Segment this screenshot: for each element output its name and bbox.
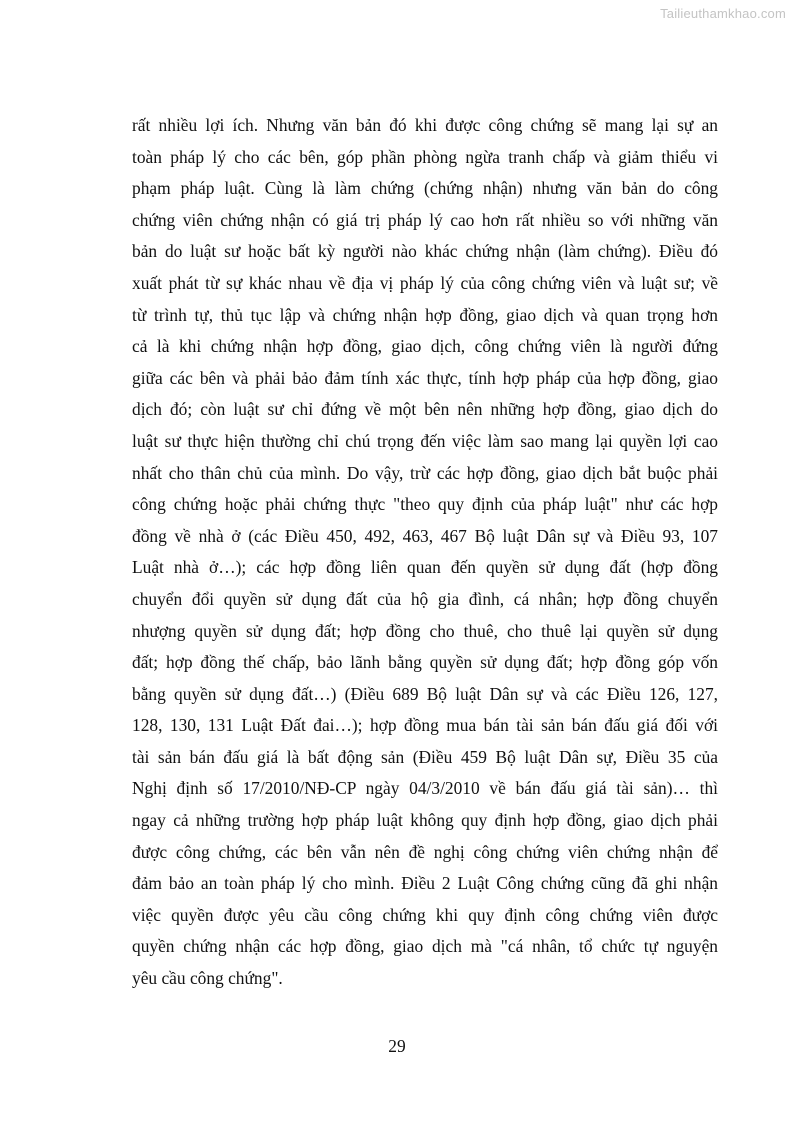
text-line: Nghị định số 17/2010/NĐ-CP ngày 04/3/2010 về bán đấu giá tài sản)… thì — [132, 778, 718, 799]
text-line: ngay cả những trường hợp pháp luật không quy định hợp đồng, giao dịch phải — [132, 810, 718, 831]
text-line: đất; hợp đồng thế chấp, bảo lãnh bằng quyền sử dụng đất; hợp đồng góp vốn — [132, 652, 718, 673]
text-line: được công chứng, các bên vẫn nên đề nghị công chứng viên chứng nhận để — [132, 841, 718, 862]
text-line: yêu cầu công chứng". — [132, 968, 283, 989]
text-line: bằng quyền sử dụng đất…) (Điều 689 Bộ luật Dân sự và các Điều 126, 127, — [132, 683, 718, 704]
text-line: Luật nhà ở…); các hợp đồng liên quan đến quyền sử dụng đất (hợp đồng — [132, 557, 718, 578]
text-line: bản do luật sư hoặc bất kỳ người nào khác chứng nhận (làm chứng). Điều đó — [132, 241, 718, 262]
text-line: phạm pháp luật. Cùng là làm chứng (chứng nhận) nhưng văn bản do công — [132, 178, 718, 199]
text-line: quyền chứng nhận các hợp đồng, giao dịch mà "cá nhân, tổ chức tự nguyện — [132, 936, 718, 957]
text-line: giữa các bên và phải bảo đảm tính xác thực, tính hợp pháp của hợp đồng, giao — [132, 367, 718, 388]
text-line: 128, 130, 131 Luật Đất đai…); hợp đồng mua bán tài sản bán đấu giá đối với — [132, 715, 718, 736]
text-line: toàn pháp lý cho các bên, góp phần phòng ngừa tranh chấp và giảm thiểu vi — [132, 146, 718, 167]
text-line: dịch đó; còn luật sư chỉ đứng về một bên nên những hợp đồng, giao dịch do — [132, 399, 718, 420]
text-line: đảm bảo an toàn pháp lý cho mình. Điều 2 Luật Công chứng cũng đã ghi nhận — [132, 873, 718, 894]
text-line: rất nhiều lợi ích. Nhưng văn bản đó khi được công chứng sẽ mang lại sự an — [132, 115, 718, 135]
body-text — [132, 110, 718, 995]
text-line: cả là khi chứng nhận hợp đồng, giao dịch, công chứng viên là người đứng — [132, 336, 718, 357]
text-line: từ trình tự, thủ tục lập và chứng nhận hợp đồng, giao dịch và quan trọng hơn — [132, 304, 718, 325]
text-line: việc quyền được yêu cầu công chứng khi quy định công chứng viên được — [132, 904, 718, 925]
text-line: đồng về nhà ở (các Điều 450, 492, 463, 467 Bộ luật Dân sự và Điều 93, 107 — [132, 525, 718, 546]
page-number: 29 — [388, 1036, 406, 1056]
text-line: nhất cho thân chủ của mình. Do vậy, trừ các hợp đồng, giao dịch bắt buộc phải — [132, 462, 718, 483]
text-line: công chứng hoặc phải chứng thực "theo quy định của pháp luật" như các hợp — [132, 494, 718, 515]
text-line: chứng viên chứng nhận có giá trị pháp lý cao hơn rất nhiều so với những văn — [132, 209, 718, 230]
text-line: nhượng quyền sử dụng đất; hợp đồng cho thuê, cho thuê lại quyền sử dụng — [132, 620, 718, 641]
text-line: chuyển đổi quyền sử dụng đất của hộ gia đình, cá nhân; hợp đồng chuyển — [132, 588, 718, 609]
watermark: Tailieuthamkhao.com — [660, 6, 786, 21]
text-line: luật sư thực hiện thường chỉ chú trọng đến việc làm sao mang lại quyền lợi cao — [132, 430, 718, 451]
text-line: tài sản bán đấu giá là bất động sản (Điều 459 Bộ luật Dân sự, Điều 35 của — [132, 746, 718, 767]
text-line: xuất phát từ sự khác nhau về địa vị pháp lý của công chứng viên và luật sư; về — [132, 272, 718, 293]
